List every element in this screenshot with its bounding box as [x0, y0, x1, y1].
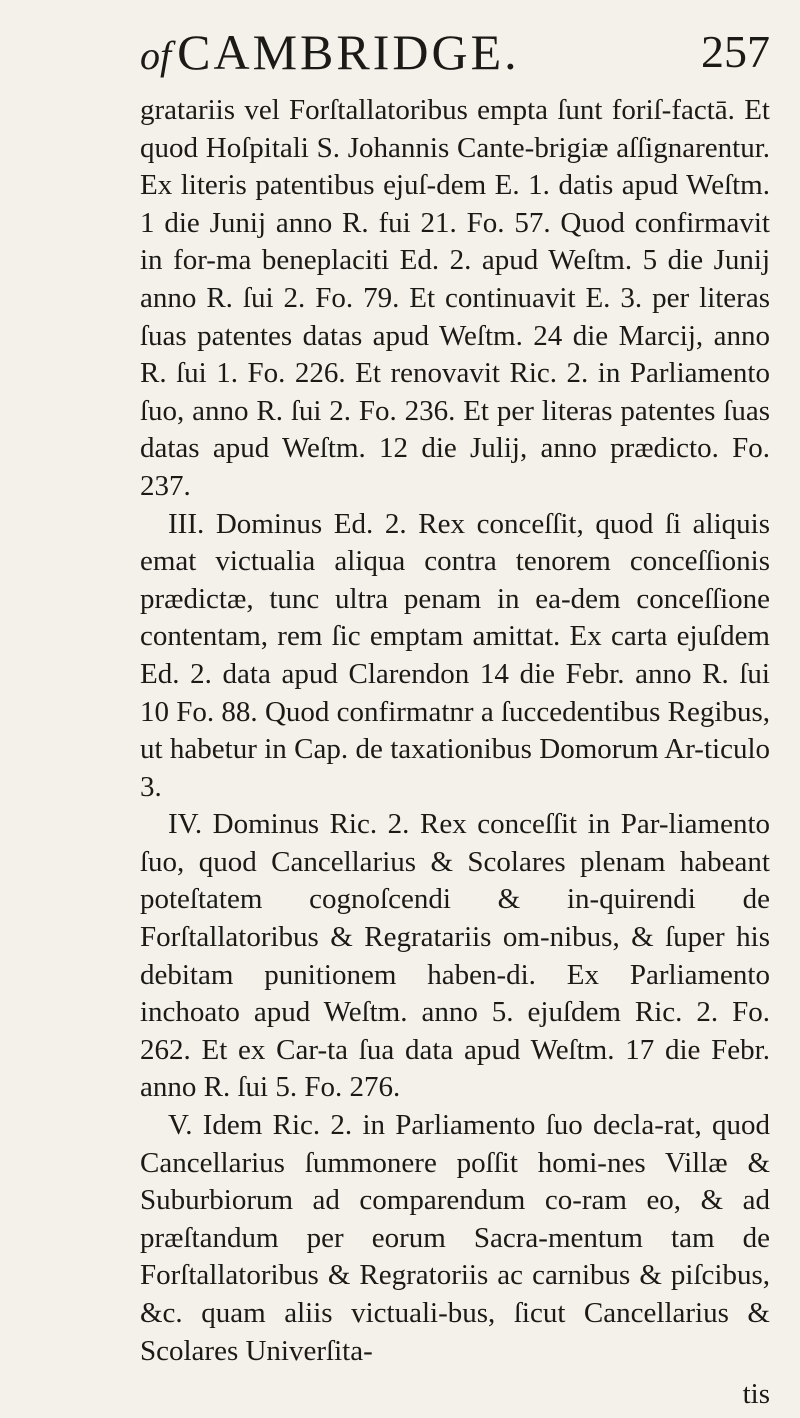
paragraph-continuation: gratariis vel Forſtallatoribus empta ſunt foriſ-factā. Et quod Hoſpitali S. Johannis Cante-brigiæ aſſignarentur. Ex literis patentibus ejuſ-dem E. 1. datis apud Weſtm. 1 die Junij anno R. fui 21. Fo. 57. Quod confirmavit in for-ma beneplaciti Ed. 2. apud Weſtm. 5 die Junij anno R. ſui 2. Fo. 79. Et continuavit E. 3. per literas ſuas patentes datas apud Weſtm. 24 die Marcij, anno R. ſui 1. Fo. 226. Et renovavit Ric. 2. in Parliamento ſuo, anno R. ſui 2. Fo. 236. Et per literas patentes ſuas datas apud Weſtm. 12 die Julij, anno prædicto. Fo. 237.: [140, 94, 770, 502]
running-title-prefix: of: [140, 33, 172, 78]
catchword: tis: [742, 1378, 770, 1410]
running-title: [140, 22, 520, 86]
paragraph-section-3: III. Dominus Ed. 2. Rex conceſſit, quod ſi aliquis emat victualia aliqua contra tenorem conceſſionis prædictæ, tunc ultra penam in ea-dem conceſſione contentam, rem ſic emptam amittat. Ex carta ejuſdem Ed. 2. data apud Clarendon 14 die Febr. anno R. ſui 10 Fo. 88. Quod confirmatnr a ſuccedentibus Regibus, ut habetur in Cap. de taxationibus Domorum Ar-ticulo 3.: [140, 507, 770, 803]
page-number: 257: [701, 26, 770, 77]
page-header: [130, 22, 770, 82]
running-title-text: CAMBRIDGE.: [177, 24, 520, 80]
paragraph-section-4: IV. Dominus Ric. 2. Rex conceſſit in Par-liamento ſuo, quod Cancellarius & Scolares plenam habeant poteſtatem cognoſcendi & in-quirendi de Forſtallatoribus & Regratariis om-nibus, & ſuper his debitam punitionem haben-di. Ex Parliamento inchoato apud Weſtm. anno 5. ejuſdem Ric. 2. Fo. 262. Et ex Car-ta ſua data apud Weſtm. 17 die Febr. anno R. ſui 5. Fo. 276.: [140, 808, 770, 1104]
body-text: [140, 92, 770, 1370]
paragraph-section-5: V. Idem Ric. 2. in Parliamento ſuo decla-rat, quod Cancellarius ſummonere poſſit homi-nes Villæ & Suburbiorum ad comparendum co-ram eo, & ad præſtandum per eorum Sacra-mentum tam de Forſtallatoribus & Regratoriis ac carnibus & piſcibus, &c. quam aliis victuali-bus, ſicut Cancellarius & Scolares Univerſita-: [140, 1109, 770, 1367]
